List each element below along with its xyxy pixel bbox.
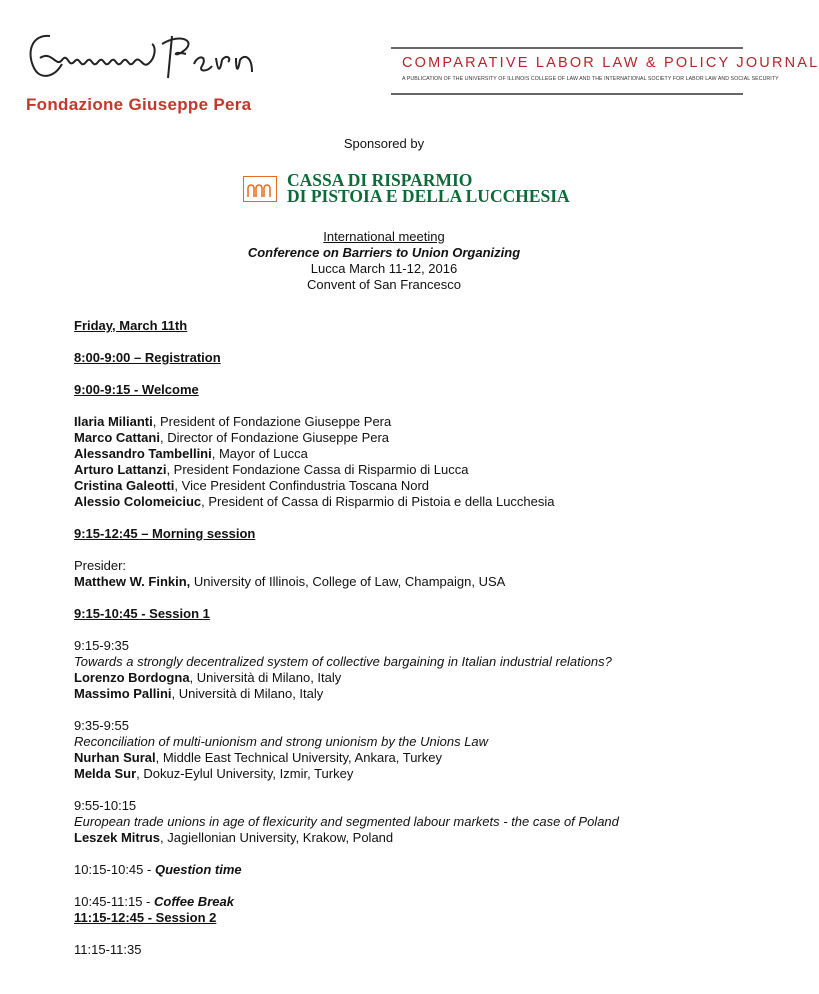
coffee-and-session-2: 10:45-11:15 - Coffee Break 11:15-12:45 - Session 2 <box>74 894 734 926</box>
journal-subtitle: A PUBLICATION OF THE UNIVERSITY OF ILLINOIS COLLEGE OF LAW AND THE INTERNATIONAL SOCIETY FOR LABOR LAW AND SOCIAL SECURITY <box>402 76 779 82</box>
welcome-heading: 9:00-9:15 - Welcome <box>74 382 199 397</box>
talk-time: 9:55-10:15 <box>74 798 137 813</box>
bank-arches-icon <box>243 176 277 202</box>
meeting-title: Conference on Barriers to Union Organizing <box>247 245 521 260</box>
journal-rule-top <box>391 47 743 49</box>
welcome-speakers <box>74 414 734 510</box>
speaker-line: Ilaria Milianti, President of Fondazione Giuseppe Pera <box>74 414 392 429</box>
talk: 9:55-10:15 European trade unions in age of flexicurity and segmented labour markets - the case of Poland Leszek Mitrus, Jagiellonian University, Krakow, Poland <box>74 798 734 846</box>
bank-name-line1: CASSA DI RISPARMIO <box>287 170 473 190</box>
meeting-venue: Convent of San Francesco <box>307 277 461 292</box>
speaker-line: Alessio Colomeiciuc, President of Cassa di Risparmio di Pistoia e della Lucchesia <box>74 494 555 509</box>
meeting-type: International meeting <box>323 229 445 244</box>
talk-title: Towards a strongly decentralized system of collective bargaining in Italian industrial relations? <box>74 654 612 669</box>
talk: 9:35-9:55 Reconciliation of multi-unionism and strong unionism by the Unions Law Nurhan Sural, Middle East Technical University, Ankara, Turkey Melda Sur, Dokuz-Eylul University, Izmir, Turkey <box>74 718 734 782</box>
talk: 9:15-9:35 Towards a strongly decentralized system of collective bargaining in Italian industrial relations? Lorenzo Bordogna, Università di Milano, Italy Massimo Pallini, Università di Milano, Italy <box>74 638 734 702</box>
sponsored-by-label: Sponsored by <box>343 136 425 151</box>
question-time: 10:15-10:45 - Question time <box>74 862 242 877</box>
meeting-info <box>0 229 768 293</box>
talk-time: 9:35-9:55 <box>74 718 129 733</box>
journal-rule-bottom <box>391 93 743 95</box>
foundation-name: Fondazione Giuseppe Pera <box>26 95 252 114</box>
speaker-line: Arturo Lattanzi, President Fondazione Cassa di Risparmio di Lucca <box>74 462 469 477</box>
talk-title: European trade unions in age of flexicurity and segmented labour markets - the case of Poland <box>74 814 619 829</box>
speaker-line: Cristina Galeotti, Vice President Confindustria Toscana Nord <box>74 478 430 493</box>
journal-title: COMPARATIVE LABOR LAW & POLICY JOURNAL <box>402 55 819 71</box>
talk-title: Reconciliation of multi-unionism and strong unionism by the Unions Law <box>74 734 489 749</box>
talk-time: 11:15-11:35 <box>74 942 142 957</box>
bank-name-line2: DI PISTOIA E DELLA LUCCHESIA <box>287 186 570 206</box>
meeting-dates: Lucca March 11-12, 2016 <box>310 261 458 276</box>
letterhead <box>0 0 819 130</box>
day-heading: Friday, March 11th <box>74 318 188 333</box>
speaker-line: Alessandro Tambellini, Mayor of Lucca <box>74 446 308 461</box>
morning-session-heading: 9:15-12:45 – Morning session <box>74 526 256 541</box>
session-1-heading: 9:15-10:45 - Session 1 <box>74 606 210 621</box>
session-2-heading: 11:15-12:45 - Session 2 <box>74 910 217 925</box>
presider: Presider: Matthew W. Finkin, University of Illinois, College of Law, Champaign, USA <box>74 558 506 589</box>
speaker-line: Marco Cattani, Director of Fondazione Giuseppe Pera <box>74 430 390 445</box>
bank-logo <box>243 170 570 212</box>
registration-heading: 8:00-9:00 – Registration <box>74 350 221 365</box>
bank-name <box>287 172 570 204</box>
signature-logo <box>22 28 282 88</box>
program <box>74 318 734 974</box>
talk-time: 9:15-9:35 <box>74 638 129 653</box>
